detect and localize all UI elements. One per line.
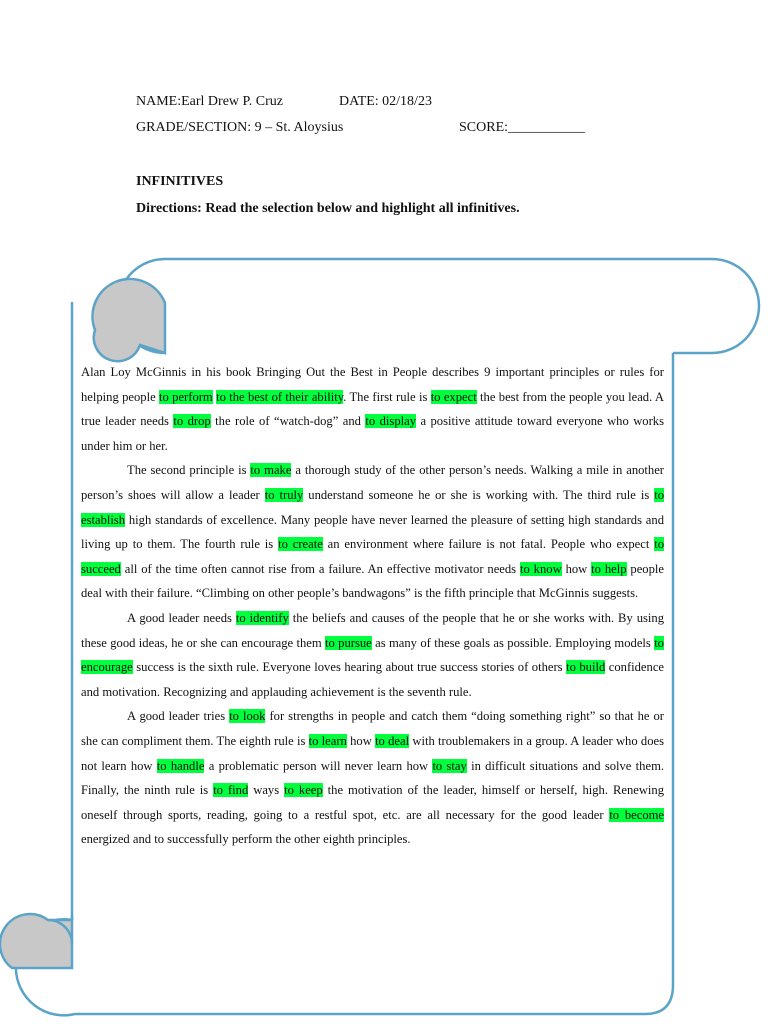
passage-text: in difficult situations and solve them. Finally, the ninth rule is [81,758,665,798]
page-title: INFINITIVES [136,174,224,189]
passage-paragraph [81,360,664,458]
highlighted-infinitive: to drop [173,414,211,429]
passage-text: the role of “watch-dog” and [210,414,366,429]
highlighted-infinitive: to establish [81,487,664,527]
highlighted-infinitive: to build [566,660,606,675]
highlighted-infinitive: to find [213,783,249,798]
passage-text: an environment where failure is not fatal. People who expect [322,537,655,552]
passage-text: success is the sixth rule. Everyone loves hearing about true success stories of others [132,660,567,675]
highlighted-infinitive: to encourage [81,635,664,675]
passage-text: ways [248,783,285,798]
passage-text: . The first rule is [343,389,431,404]
highlighted-infinitive: to identify [235,610,289,625]
top-curl [92,279,165,361]
highlighted-infinitive: to look [229,709,266,724]
passage-text: how [561,561,592,576]
passage-text: confidence and motivation. Recognizing and applauding achievement is the seventh rule. [81,660,665,699]
highlighted-infinitive: to help [591,561,627,576]
passage-text: Alan Loy McGinnis in his book Bringing Out the Best in People describes 9 important principles or rules for helping people [81,365,664,404]
passage-text: understand someone he or she is working with. The third rule is [303,487,655,502]
highlighted-infinitive: to keep [284,783,323,798]
highlighted-infinitive: to create [278,537,323,552]
highlighted-infinitive: to learn [308,733,347,748]
highlighted-infinitive: to handle [156,758,205,773]
passage-text: a problematic person will never learn how [204,758,433,773]
name-line: NAME:Earl Drew P. Cruz [136,94,283,109]
highlighted-infinitive: to become [609,807,665,822]
score-line: SCORE:___________ [459,120,586,135]
passage-text: as many of these goals as possible. Employing models [371,635,655,650]
passage-text: a positive attitude toward everyone who works under him or her. [81,414,664,453]
highlighted-infinitive: to stay [432,758,467,773]
passage-paragraph [81,606,664,704]
bottom-curl [0,914,72,968]
highlighted-infinitive: to the best of their ability [216,389,344,404]
reading-passage [81,360,664,852]
passage-text: the beliefs and causes of the people that he or she works with. By using these good ideas, he or she can encourage them [81,610,664,650]
passage-text: how [346,733,376,748]
passage-text: The second principle is [127,463,251,478]
passage-text: energized and to successfully perform the other eighth principles. [81,832,411,847]
highlighted-infinitive: to pursue [325,635,372,650]
passage-text: high standards of excellence. Many people have never learned the pleasure of setting high standards and living up to them. The fourth rule is [81,512,664,552]
passage-text: a thorough study of the other person’s needs. Walking a mile in another person’s shoes will allow a leader [81,463,665,502]
highlighted-infinitive: to deal [375,733,410,748]
highlighted-infinitive: to know [519,561,562,576]
passage-text: the best from the people you lead. A true leader needs [81,389,664,429]
passage-paragraph [81,704,664,852]
passage-text: with troublemakers in a group. A leader who does not learn how [81,733,664,773]
highlighted-infinitive: to succeed [81,537,665,576]
passage-text: for strengths in people and catch them “doing something right” so that he or she can compliment them. The eighth rule is [81,709,664,748]
passage-text: A good leader needs [127,610,236,625]
directions: Directions: Read the selection below and highlight all infinitives. [136,201,520,216]
passage-text: the motivation of the leader, himself or herself, high. Renewing oneself through sports, reading, going to a restful spot, etc. are all necessary for the good leader [81,783,665,822]
highlighted-infinitive: to display [365,414,417,429]
date-line: DATE: 02/18/23 [339,94,432,109]
highlighted-infinitive: to truly [264,487,304,502]
highlighted-infinitive: to make [250,463,292,478]
passage-text: people deal with their failure. “Climbing on other people’s bandwagons” is the fifth principle that McGinnis suggests. [81,561,664,601]
grade-section-line: GRADE/SECTION: 9 – St. Aloysius [136,120,344,135]
passage-paragraph [81,458,664,606]
highlighted-infinitive: to expect [430,389,477,404]
passage-text: A good leader tries [127,709,230,724]
passage-text: all of the time often cannot rise from a failure. An effective motivator needs [120,561,520,576]
highlighted-infinitive: to perform [159,389,213,404]
